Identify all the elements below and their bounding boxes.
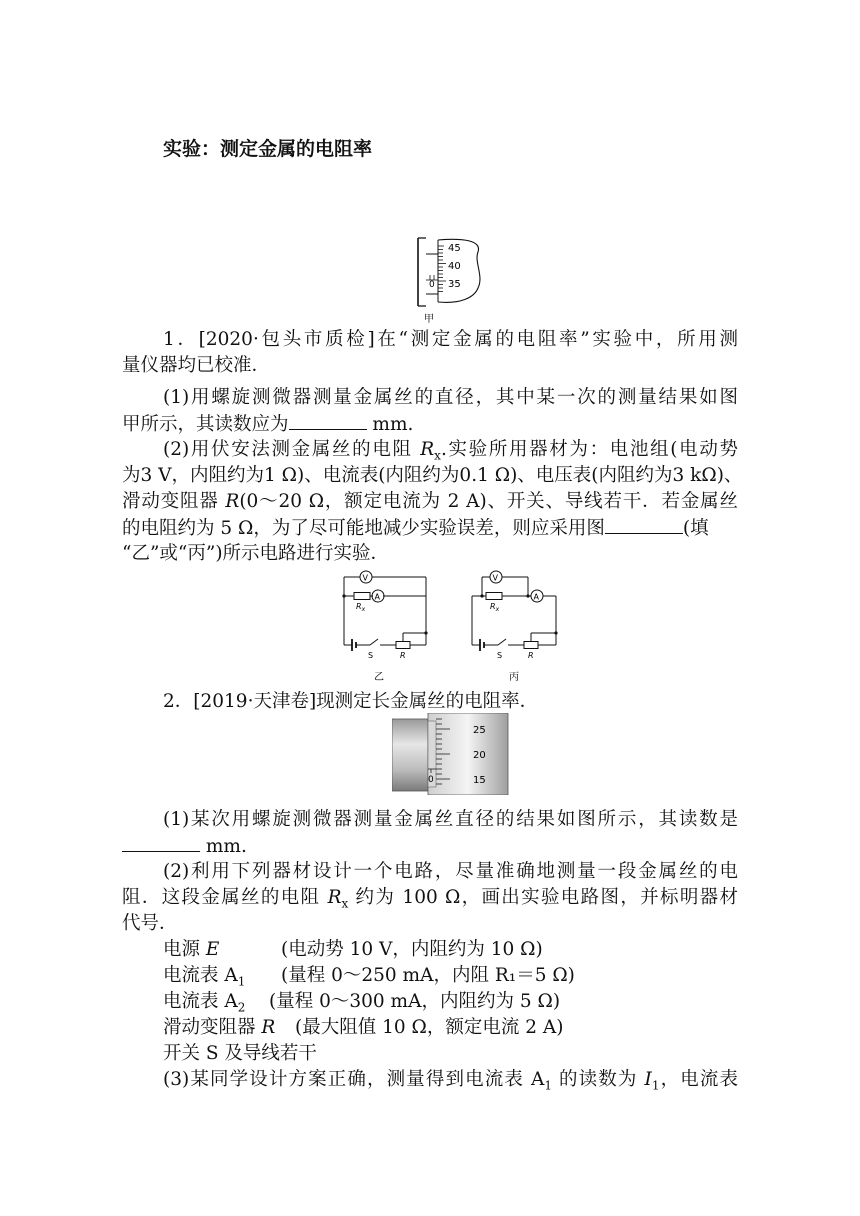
- right-r-label: R: [528, 651, 534, 660]
- caption-bing: 丙: [509, 672, 519, 683]
- equipment-sub: 2: [237, 1000, 246, 1015]
- var-sub: x: [341, 896, 349, 911]
- q1-line1: 1．[2020·包头市质检]在“测定金属的电阻率”实验中，所用测: [163, 329, 738, 350]
- q1-p2-text-2: .实验所用器材为：电池组(电动势: [440, 439, 738, 460]
- var-i: I: [644, 1069, 652, 1090]
- q2-p2-line2: [122, 885, 738, 917]
- q2-p2-line1: (2)利用下列器材设计一个电路，尽量准确地测量一段金属丝的电: [163, 861, 738, 882]
- q1-p1-text: 甲所示，其读数应为: [122, 414, 289, 435]
- left-voltmeter-label: V: [362, 573, 368, 583]
- q1-p2-line4: [122, 515, 709, 542]
- jia-tick-45: 45: [448, 243, 461, 254]
- tick-20: 20: [473, 750, 486, 761]
- var-r: R: [420, 439, 435, 460]
- var-sub: 1: [544, 1078, 552, 1093]
- answer-blank-2[interactable]: [605, 515, 683, 534]
- micrometer-figure-2: [392, 713, 510, 795]
- caption-yi: 乙: [374, 672, 384, 683]
- equipment-item: [163, 1015, 563, 1041]
- var-sub: x: [434, 448, 441, 463]
- q1-p2-line3: [122, 489, 738, 515]
- equipment-name: 电源: [163, 939, 206, 960]
- answer-blank-3[interactable]: [122, 833, 200, 852]
- page-title: 实验：测定金属的电阻率: [163, 138, 373, 160]
- equipment-spec: (量程 0～300 mA，内阻约为 5 Ω): [269, 991, 561, 1012]
- equipment-name: 滑动变阻器: [163, 1017, 262, 1038]
- q1-p1-line2: [122, 411, 413, 438]
- q1-p2-line5: “乙”或“丙”)所示电路进行实验．: [122, 543, 390, 564]
- q1-line2: 量仪器均已校准．: [122, 355, 271, 376]
- jia-tick-35: 35: [448, 279, 461, 290]
- q1-p2d-text: 的电阻约为 5 Ω，为了尽可能地减少实验误差，则应采用图: [122, 518, 605, 539]
- jia-caption: 甲: [424, 314, 434, 324]
- jia-tick-40: 40: [448, 261, 461, 272]
- micrometer-figure-jia: [412, 232, 492, 324]
- var-r: R: [327, 887, 342, 908]
- q2-p2-text: 阻．这段金属丝的电阻: [122, 887, 328, 908]
- q1-p2c-text: 滑动变阻器: [122, 491, 226, 512]
- right-switch-label: S: [497, 651, 503, 660]
- switch-line: 开关 S 及导线若干: [163, 1043, 317, 1064]
- q2-p3-text-3: ，电流表: [659, 1069, 738, 1090]
- unit-mm: mm.: [366, 414, 414, 435]
- q1-p2-line2: 为3 V，内阻约为1 Ω)、电流表(内阻约为0.1 Ω)、电压表(内阻约为3 kΩ)、: [122, 465, 743, 486]
- answer-blank-1[interactable]: [289, 411, 367, 430]
- equipment-var: E: [205, 939, 220, 960]
- jia-zero: 0: [429, 280, 435, 290]
- q2-p1-line1: (1)某次用螺旋测微器测量金属丝直径的结果如图所示，其读数是: [163, 809, 738, 830]
- unit-mm: mm.: [200, 836, 247, 857]
- right-ammeter-label: A: [533, 592, 539, 602]
- right-rx-label: $R_x$: [490, 602, 500, 613]
- equipment-item: [163, 937, 543, 963]
- q1-p2c-text-2: (0～20 Ω，额定电流为 2 A)、开关、导线若干．若金属丝: [239, 491, 739, 512]
- equipment-spec: (最大阻值 10 Ω，额定电流 2 A): [295, 1017, 564, 1038]
- q2-p3-text-2: 的读数为: [552, 1069, 645, 1090]
- q2-p2-line3: 代号．: [122, 913, 178, 934]
- equipment-spec: (量程 0～250 mA，内阻 R₁＝5 Ω): [281, 965, 575, 986]
- q2-p2-text-2: 约为 100 Ω，画出实验电路图，并标明器材: [348, 887, 738, 908]
- equipment-spec: (电动势 10 V，内阻约为 10 Ω): [281, 939, 543, 960]
- left-rx-label: $R_x$: [356, 602, 366, 613]
- tick-25: 25: [473, 725, 486, 736]
- q1-p2d-text-2: (填: [682, 518, 709, 539]
- tick-15: 15: [473, 775, 486, 786]
- left-r-label: R: [400, 651, 406, 660]
- equipment-name: 电流表 A: [163, 965, 238, 986]
- circuit-figures: [330, 565, 570, 685]
- q1-p2-text: (2)用伏安法测金属丝的电阻: [163, 439, 421, 460]
- q2-p3-line1: [163, 1067, 738, 1099]
- equipment-name: 电流表 A: [163, 991, 238, 1012]
- equipment-sub: 1: [237, 974, 246, 989]
- zero-mark: 0: [428, 775, 434, 785]
- left-ammeter-label: A: [374, 592, 380, 602]
- q2-p1-line2: [122, 833, 247, 860]
- q2-line1: 2．[2019·天津卷]现测定长金属丝的电阻率．: [163, 691, 539, 712]
- q2-p3-text: (3)某同学设计方案正确，测量得到电流表 A: [163, 1069, 545, 1090]
- right-voltmeter-label: V: [492, 573, 498, 583]
- left-switch-label: S: [368, 651, 374, 660]
- var-r: R: [225, 491, 240, 512]
- equipment-var: R: [261, 1017, 276, 1038]
- q1-p1-line1: (1)用螺旋测微器测量金属丝的直径，其中某一次的测量结果如图: [163, 387, 738, 408]
- var-sub: 1: [651, 1078, 660, 1093]
